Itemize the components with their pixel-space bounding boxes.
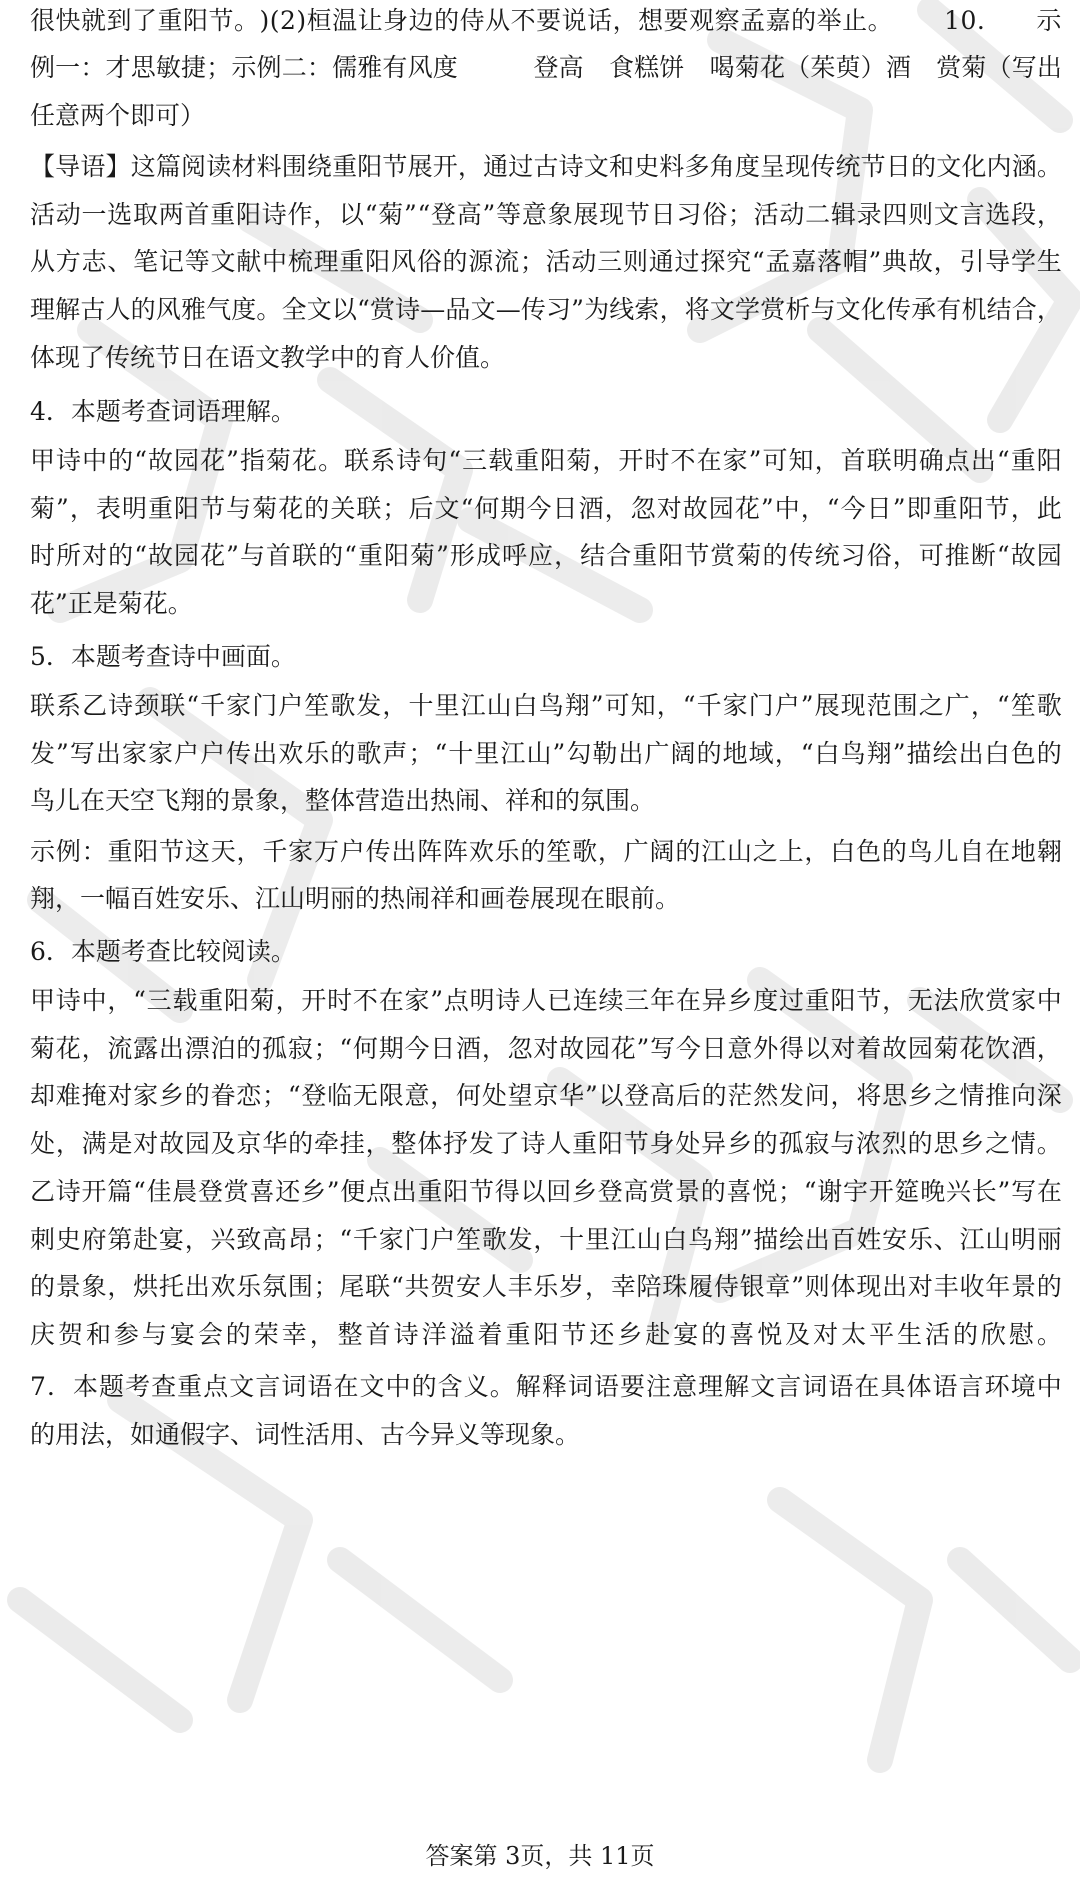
text-line-27: 的 景 象 ， 烘 托 出 欢 乐 氛 围 ； 尾 联 “ 共 贺 安 人 丰 乐 岁 ， 幸 陪 珠 履 侍 银 章 ” 则 体 现 出 对 丰 收 年 景 的 — [30, 1272, 1062, 1301]
text-line-24: 处 ， 满 是 对 故 园 及 京 华 的 牵 挂 ， 整 体 抒 发 了 诗 人 重 阳 节 身 处 异 乡 的 孤 寂 与 浓 烈 的 思 乡 之 情 。 — [30, 1129, 1062, 1158]
text-line-3: 任意两个即可） — [30, 101, 206, 130]
text-line-23: 却 难 掩 对 家 乡 的 眷 恋 ； “ 登 临 无 限 意 ， 何 处 望 京 华 ” 以 登 高 后 的 茫 然 发 问 ， 将 思 乡 之 情 推 向 深 — [30, 1081, 1062, 1110]
text-line-13: 花”正是菊花。 — [30, 589, 193, 618]
text-line-21: 甲 诗 中 ， “ 三 载 重 阳 菊 ， 开 时 不 在 家 ” 点 明 诗 人 已 连 续 三 年 在 异 乡 度 过 重 阳 节 ， 无 法 欣 赏 家 中 — [30, 986, 1062, 1015]
text-line-7: 理 解 古 人 的 风 雅 气 度 。 全 文 以 “ 赏 诗 — 品 文 — 传 习 ” 为 线 索 ， 将 文 学 赏 析 与 文 化 传 承 有 机 结 合 ， — [30, 295, 1062, 324]
section-heading-7: 7 ． 本 题 考 查 重 点 文 言 词 语 在 文 中 的 含 义 。 解 释 词 语 要 注 意 理 解 文 言 词 语 在 具 体 语 言 环 境 中 — [30, 1372, 1062, 1401]
text-line-10: 甲 诗 中 的 “ 故 园 花 ” 指 菊 花 。 联 系 诗 句 “ 三 载 重 阳 菊 ， 开 时 不 在 家 ” 可 知 ， 首 联 明 确 点 出 “ 重 阳 — [30, 446, 1062, 475]
text-line-18: 示 例 ： 重 阳 节 这 天 ， 千 家 万 户 传 出 阵 阵 欢 乐 的 笙 歌 ， 广 阔 的 江 山 之 上 ， 白 色 的 鸟 儿 自 在 地 翱 — [30, 837, 1062, 866]
text-line-22: 菊 花 ， 流 露 出 漂 泊 的 孤 寂 ； “ 何 期 今 日 酒 ， 忽 对 故 园 花 ” 写 今 日 意 外 得 以 对 着 故 园 菊 花 饮 酒 ， — [30, 1034, 1062, 1063]
text-line-8: 体现了传统节日在语文教学中的育人价值。 — [30, 343, 506, 372]
section-heading-5: 5．本题考查诗中画面。 — [30, 642, 296, 671]
text-line-17: 鸟儿在天空飞翔的景象，整体营造出热闹、祥和的氛围。 — [30, 786, 656, 815]
text-line-19: 翔，一幅百姓安乐、江山明丽的热闹祥和画卷展现在眼前。 — [30, 884, 681, 913]
page-footer: 答案第 3页，共 11页 — [425, 1842, 655, 1870]
text-line-30: 的用法，如通假字、词性活用、古今异义等现象。 — [30, 1420, 581, 1449]
text-line-5: 活 动 一 选 取 两 首 重 阳 诗 作 ， 以 “ 菊 ” “ 登 高 ” 等 意 象 展 现 节 日 习 俗 ； 活 动 二 辑 录 四 则 文 言 选 段 ， — [30, 200, 1062, 229]
text-line-12: 时 所 对 的 “ 故 园 花 ” 与 首 联 的 “ 重 阳 菊 ” 形 成 呼 应 ， 结 合 重 阳 节 赏 菊 的 传 统 习 俗 ， 可 推 断 “ 故 园 — [30, 541, 1062, 570]
text-line-25: 乙 诗 开 篇 “ 佳 晨 登 赏 喜 还 乡 ” 便 点 出 重 阳 节 得 以 回 乡 登 高 赏 景 的 喜 悦 ； “ 谢 宇 开 筵 晚 兴 长 ” 写 在 — [30, 1177, 1062, 1206]
text-line-11: 菊 ” ， 表 明 重 阳 节 与 菊 花 的 关 联 ； 后 文 “ 何 期 今 日 酒 ， 忽 对 故 园 花 ” 中 ， “ 今 日 ” 即 重 阳 节 ， 此 — [30, 494, 1062, 523]
section-heading-4: 4．本题考查词语理解。 — [30, 397, 296, 426]
section-heading-6: 6．本题考查比较阅读。 — [30, 937, 296, 966]
text-line-26: 刺 史 府 第 赴 宴 ， 兴 致 高 昂 ； “ 千 家 门 户 笙 歌 发 ， 十 里 江 山 白 鸟 翔 ” 描 绘 出 百 姓 安 乐 、 江 山 明 丽 — [30, 1225, 1062, 1254]
text-line-15: 联 系 乙 诗 颈 联 “ 千 家 门 户 笙 歌 发 ， 十 里 江 山 白 鸟 翔 ” 可 知 ， “ 千 家 门 户 ” 展 现 范 围 之 广 ， “ 笙 歌 — [30, 691, 1062, 720]
text-line-1: 很 快 就 到 了 重 阳 节 。 ) ( 2 ) 桓 温 让 身 边 的 侍 从 不 要 说 话 ， 想 要 观 察 孟 嘉 的 举 止 。 1 0 . 示 — [30, 6, 1062, 35]
text-line-4: 【 导 语 】 这 篇 阅 读 材 料 围 绕 重 阳 节 展 开 ， 通 过 古 诗 文 和 史 料 多 角 度 呈 现 传 统 节 日 的 文 化 内 涵 。 — [30, 152, 1062, 181]
text-line-16: 发 ” 写 出 家 家 户 户 传 出 欢 乐 的 歌 声 ； “ 十 里 江 山 ” 勾 勒 出 广 阔 的 地 域 ， “ 白 鸟 翔 ” 描 绘 出 白 色 的 — [30, 739, 1062, 768]
text-line-28: 庆 贺 和 参 与 宴 会 的 荣 幸 ， 整 首 诗 洋 溢 着 重 阳 节 还 乡 赴 宴 的 喜 悦 及 对 太 平 生 活 的 欣 慰 。 — [30, 1320, 1062, 1349]
text-line-2: 例 一 ： 才 思 敏 捷 ； 示 例 二 ： 儒 雅 有 风 度 登 高 食 糕 饼 喝 菊 花 （ 茱 萸 ） 酒 赏 菊 （ 写 出 — [30, 53, 1062, 82]
text-line-6: 从 方 志 、 笔 记 等 文 献 中 梳 理 重 阳 风 俗 的 源 流 ； 活 动 三 则 通 过 探 究 “ 孟 嘉 落 帽 ” 典 故 ， 引 导 学 生 — [30, 247, 1062, 276]
